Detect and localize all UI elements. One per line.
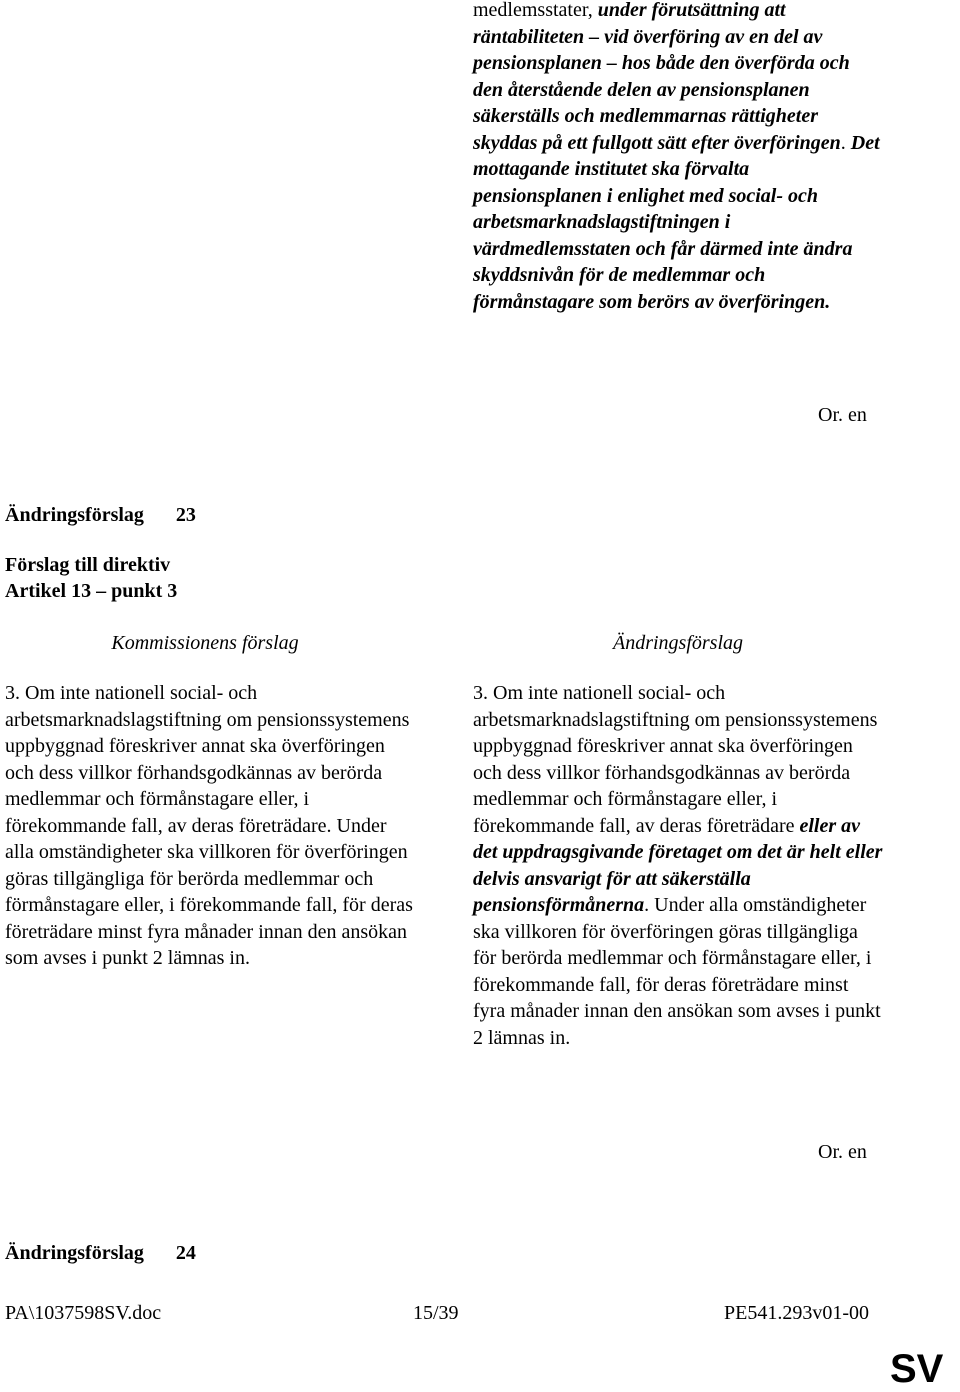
amendment-number: 23 xyxy=(175,504,196,526)
text-run-bold-italic: eller av det uppdragsgivande företaget om det är helt eller delvis ansvarigt för att säkerställa pensionsförmånerna xyxy=(473,814,883,916)
amendment-heading xyxy=(5,1240,196,1267)
footer-page-number: 15/39 xyxy=(413,1302,459,1324)
text-run: . xyxy=(840,131,851,154)
column-header-amendment: Ändringsförslag xyxy=(612,632,744,654)
amendment-heading-label: Ändringsförslag xyxy=(5,504,144,526)
text-run: 3. Om inte nationell social- och arbetsmarknadslagstiftning om pensionssystemens uppbyggnad föreskriver annat ska överföringen och dess villkor förhandsgodkännas av berörda medlemmar och förmånstagare eller, i förekommande fall, av deras företrädare xyxy=(473,682,878,837)
article-reference: Artikel 13 – punkt 3 xyxy=(5,580,178,602)
proposal-title: Förslag till direktiv xyxy=(5,554,171,576)
text-run-bold-italic: under förutsättning att räntabiliteten – vid överföring av en del av pensionsplanen – hos både den överförda och den återstående delen av pensionsplanen säkerställs och medlemmarnas rättigheter skyddas på ett fullgott sätt efter överföringen xyxy=(473,0,850,154)
text-run-bold-italic: Det mottagande institutet ska förvalta pensionsplanen i enlighet med social- och arbetsmarknadslagstiftningen i värdmedlemsstaten och får därmed inte ändra skyddsnivån för de medlemmar och förmånstagare som berörs av överföringen. xyxy=(473,131,880,313)
original-language-note: Or. en xyxy=(818,1141,867,1163)
commission-text: 3. Om inte nationell social- och arbetsmarknadslagstiftning om pensionssystemens uppbyggnad föreskriver annat ska överföringen och dess villkor förhandsgodkännas av berörda medlemmar och förmånstagare eller, i förekommande fall, av deras företrädare. Under alla omständigheter ska villkoren för överföringen göras tillgängliga för berörda medlemmar och förmånstagare eller, i förekommande fall, för deras företrädare minst fyra månader innan den ansökan som avses i punkt 2 lämnas in. xyxy=(5,682,413,969)
original-language-note: Or. en xyxy=(818,404,867,426)
footer-doc-ref: PA\1037598SV.doc xyxy=(5,1302,162,1324)
language-code: SV xyxy=(890,1347,944,1391)
amendment-heading-label: Ändringsförslag xyxy=(5,1242,144,1264)
text-run: medlemsstater, xyxy=(473,0,598,21)
amendment-text xyxy=(473,680,883,1051)
text-run: . Under alla omständigheter ska villkoren för överföringen göras tillgängliga för berörda medlemmar och förmånstagare eller, i förekommande fall, för deras företrädare minst fyra månader innan den ansökan som avses i punkt 2 lämnas in. xyxy=(473,894,881,1049)
amendment-number: 24 xyxy=(175,1242,196,1264)
continued-amendment-text xyxy=(473,0,883,315)
amendment-heading xyxy=(5,502,196,529)
column-header-commission: Kommissionens förslag xyxy=(111,632,299,654)
footer-pe-ref: PE541.293v01-00 xyxy=(724,1302,869,1324)
